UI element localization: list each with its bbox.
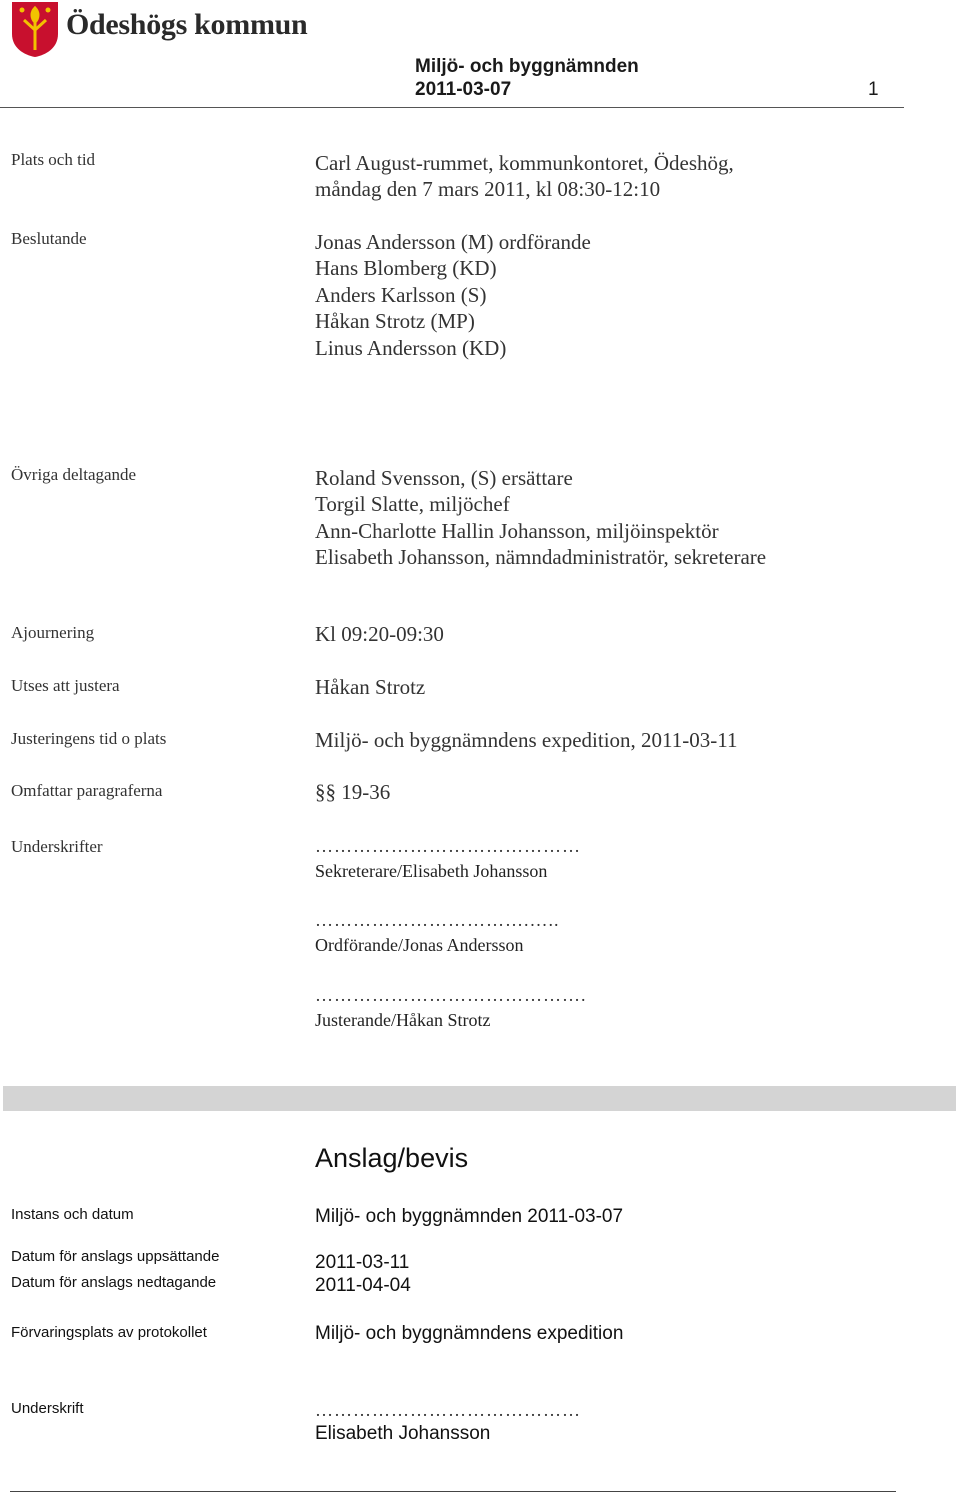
header-body-title: Miljö- och byggnämnden — [415, 56, 639, 77]
label-removed-date: Datum för anslags nedtagande — [11, 1274, 217, 1291]
label-adjournment: Ajournering — [11, 623, 95, 642]
value-storage-place: Miljö- och byggnämndens expedition — [315, 1323, 624, 1344]
label-storage-place: Förvaringsplats av protokollet — [11, 1324, 207, 1341]
signature-role: Sekreterare/Elisabeth Johansson — [315, 861, 548, 881]
label-adjust-time-place: Justeringens tid o plats — [11, 729, 167, 748]
value-place-time — [315, 150, 734, 203]
deciding-member: Linus Andersson (KD) — [315, 335, 507, 360]
label-other-participants: Övriga deltagande — [11, 465, 137, 484]
signature-role: Justerande/Håkan Strotz — [315, 1010, 491, 1030]
list-other-participants — [315, 465, 766, 571]
signature-line: ……………………………………. — [315, 985, 587, 1005]
signature-line: …………………………….….. — [315, 910, 560, 930]
signature-line: …………………………………… — [315, 836, 581, 856]
label-signatures: Underskrifter — [11, 837, 103, 856]
header-divider — [0, 107, 904, 108]
other-participant: Torgil Slatte, miljöchef — [315, 492, 510, 517]
list-deciding-members — [315, 229, 591, 361]
label-place-time: Plats och tid — [11, 150, 96, 169]
other-participant: Elisabeth Johansson, nämndadministratör, sekreterare — [315, 545, 767, 570]
signature-chair — [315, 910, 560, 956]
page-number: 1 — [868, 79, 879, 100]
anslag-signature-block — [315, 1400, 581, 1445]
label-instance-date: Instans och datum — [11, 1206, 134, 1223]
signature-adjuster — [315, 985, 587, 1031]
other-participant: Ann-Charlotte Hallin Johansson, miljöinspektör — [315, 518, 719, 543]
time-line: måndag den 7 mars 2011, kl 08:30-12:10 — [315, 177, 661, 202]
value-adjournment: Kl 09:20-09:30 — [315, 622, 444, 646]
value-removed-date: 2011-04-04 — [315, 1275, 411, 1296]
organization-name: Ödeshögs kommun — [66, 8, 308, 41]
section-sign-icon: §§ — [315, 780, 336, 804]
label-deciding: Beslutande — [11, 229, 87, 248]
section-divider-band — [3, 1086, 956, 1111]
value-adjuster: Håkan Strotz — [315, 675, 426, 699]
value-adjust-time-place: Miljö- och byggnämndens expedition, 2011-03-11 — [315, 728, 738, 752]
header-meeting-date: 2011-03-07 — [415, 79, 512, 100]
signature-line: …………………………………… — [315, 1400, 581, 1420]
deciding-member: Anders Karlsson (S) — [315, 282, 487, 307]
place-line: Carl August-rummet, kommunkontoret, Ödeshög, — [315, 151, 734, 175]
anslag-heading: Anslag/bevis — [315, 1143, 469, 1173]
footer-divider — [10, 1491, 896, 1492]
municipal-coat-of-arms-icon — [10, 0, 60, 58]
signature-name: Elisabeth Johansson — [315, 1423, 491, 1444]
label-paragraphs: Omfattar paragraferna — [11, 781, 163, 800]
label-signature: Underskrift — [11, 1400, 84, 1417]
deciding-member: Hans Blomberg (KD) — [315, 256, 497, 281]
value-paragraphs — [315, 780, 390, 805]
label-adjuster: Utses att justera — [11, 676, 120, 695]
signature-role: Ordförande/Jonas Andersson — [315, 935, 524, 955]
other-participant: Roland Svensson, (S) ersättare — [315, 466, 573, 490]
deciding-member: Håkan Strotz (MP) — [315, 309, 475, 334]
label-posted-date: Datum för anslags uppsättande — [11, 1248, 220, 1265]
value-instance-date: Miljö- och byggnämnden 2011-03-07 — [315, 1206, 624, 1227]
deciding-member: Jonas Andersson (M) ordförande — [315, 230, 591, 254]
value-posted-date: 2011-03-11 — [315, 1252, 410, 1273]
paragraph-range: 19-36 — [341, 780, 391, 804]
signature-secretary — [315, 836, 581, 882]
